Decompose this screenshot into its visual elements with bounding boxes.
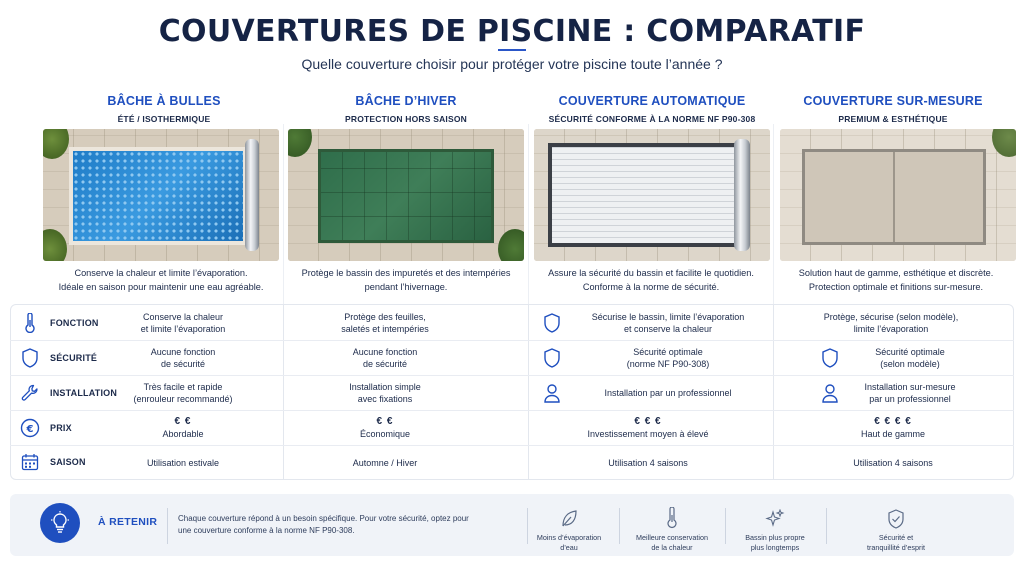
retenir-note: Chaque couverture répond à un besoin spécifique. Pour votre sécurité, optez pour une couverture conforme à la norme NF P90-308. — [178, 514, 469, 535]
table-cell: € € Économique — [359, 416, 411, 439]
table-cell: Sécurité optimale (norme NF P90-308) — [626, 347, 710, 369]
table-cell: Utilisation 4 saisons — [608, 458, 688, 468]
table-row-divider — [10, 445, 1014, 446]
table-cell: Protège, sécurise (selon modèle), limite l’évaporation — [823, 312, 959, 334]
table-cell: Aucune fonction de sécurité — [352, 347, 418, 369]
column-header-bache-hiver — [286, 94, 526, 124]
table-cell: Installation par un professionnel — [604, 388, 732, 398]
thermometer-icon — [622, 505, 722, 529]
shield-icon — [542, 347, 562, 369]
footer-divider — [619, 508, 620, 544]
table-cell: € € € Investissement moyen à élevé — [587, 416, 709, 439]
table-cell: Très facile et rapide (enrouleur recommandé) — [133, 382, 233, 404]
lightbulb-icon — [40, 503, 80, 543]
thermometer-icon — [20, 313, 40, 333]
column-divider — [773, 124, 774, 304]
column-description: Solution haut de gamme, esthétique et discrète. Protection optimale et finitions sur-mesure. — [798, 268, 994, 292]
retenir-label: À RETENIR — [98, 516, 158, 528]
table-cell: Automne / Hiver — [352, 458, 418, 468]
table-row-divider — [10, 410, 1014, 411]
user-icon — [820, 382, 840, 404]
column-subtitle: PREMIUM & ESTHÉTIQUE — [838, 114, 948, 124]
title-underline — [498, 49, 526, 51]
row-label-saison: SAISON — [50, 457, 86, 467]
table-cell: Installation sur-mesure par un professionnel — [864, 382, 956, 404]
bubble-cover-photo — [43, 129, 279, 261]
column-title: COUVERTURE SUR-MESURE — [803, 94, 983, 108]
table-cell: Protège des feuilles, saletés et intempéries — [341, 312, 429, 334]
shield-icon — [542, 312, 562, 334]
table-cell: Sécurité optimale (selon modèle) — [875, 347, 945, 369]
table-row-divider — [10, 375, 1014, 376]
table-cell: Aucune fonction de sécurité — [150, 347, 216, 369]
footer-divider — [167, 508, 168, 544]
shield-check-icon — [846, 505, 946, 529]
benefit-propre: Bassin plus propre plus longtemps — [725, 505, 825, 553]
column-subtitle: ÉTÉ / ISOTHERMIQUE — [117, 114, 211, 124]
table-cell: Conserve la chaleur et limite l’évaporation — [140, 312, 226, 334]
wrench-icon — [20, 383, 40, 403]
table-cell: € € € € Haut de gamme — [860, 416, 926, 439]
table-cell: Utilisation 4 saisons — [853, 458, 933, 468]
benefit-securite: Sécurité et tranquillité d’esprit — [846, 505, 946, 553]
table-cell: € € Abordable — [162, 416, 204, 439]
row-label-installation: INSTALLATION — [50, 388, 118, 398]
row-label-prix: PRIX — [50, 423, 72, 433]
footer-divider — [826, 508, 827, 544]
column-description: Conserve la chaleur et limite l’évaporation. Idéale en saison pour maintenir une eau agréable. — [58, 268, 264, 292]
column-header-couverture-automatique — [532, 94, 772, 124]
page-subtitle: Quelle couverture choisir pour protéger votre piscine toute l’année ? — [301, 56, 723, 72]
table-cell: Installation simple avec fixations — [349, 382, 421, 404]
column-header-couverture-sur-mesure — [773, 94, 1013, 124]
svg-text:€: € — [26, 424, 34, 435]
calendar-icon — [20, 452, 40, 472]
shield-icon — [20, 348, 40, 368]
column-subtitle: SÉCURITÉ CONFORME À LA NORME NF P90-308 — [548, 114, 756, 124]
column-title: BÂCHE D’HIVER — [355, 94, 457, 108]
column-title: COUVERTURE AUTOMATIQUE — [558, 94, 746, 108]
table-cell: Sécurise le bassin, limite l’évaporation et conserve la chaleur — [591, 312, 745, 334]
row-label-fonction: FONCTION — [50, 318, 99, 328]
sparkles-icon — [725, 505, 825, 529]
column-description: Protège le bassin des impuretés et des intempéries pendant l’hivernage. — [301, 268, 511, 292]
column-description: Assure la sécurité du bassin et facilite le quotidien. Conforme à la norme de sécurité. — [548, 268, 754, 292]
leaf-icon — [519, 505, 619, 529]
column-title: BÂCHE À BULLES — [107, 94, 221, 108]
table-column-divider — [283, 304, 284, 480]
page-title: COUVERTURES DE PISCINE : COMPARATIF — [158, 14, 866, 49]
table-column-divider — [773, 304, 774, 480]
benefit-evaporation: Moins d’évaporation d’eau — [519, 505, 619, 553]
shield-icon — [820, 347, 840, 369]
row-label-securite: SÉCURITÉ — [50, 353, 98, 363]
column-subtitle: PROTECTION HORS SAISON — [345, 114, 467, 124]
table-column-divider — [528, 304, 529, 480]
euro-icon — [20, 418, 40, 438]
custom-cover-photo — [780, 129, 1016, 261]
table-row-divider — [10, 340, 1014, 341]
table-cell: Utilisation estivale — [146, 458, 220, 468]
automatic-cover-photo — [534, 129, 770, 261]
column-divider — [283, 124, 284, 304]
user-icon — [542, 382, 562, 404]
column-divider — [528, 124, 529, 304]
winter-cover-photo — [288, 129, 524, 261]
column-header-bache-bulles — [44, 94, 284, 124]
benefit-chaleur: Meilleure conservation de la chaleur — [622, 505, 722, 553]
